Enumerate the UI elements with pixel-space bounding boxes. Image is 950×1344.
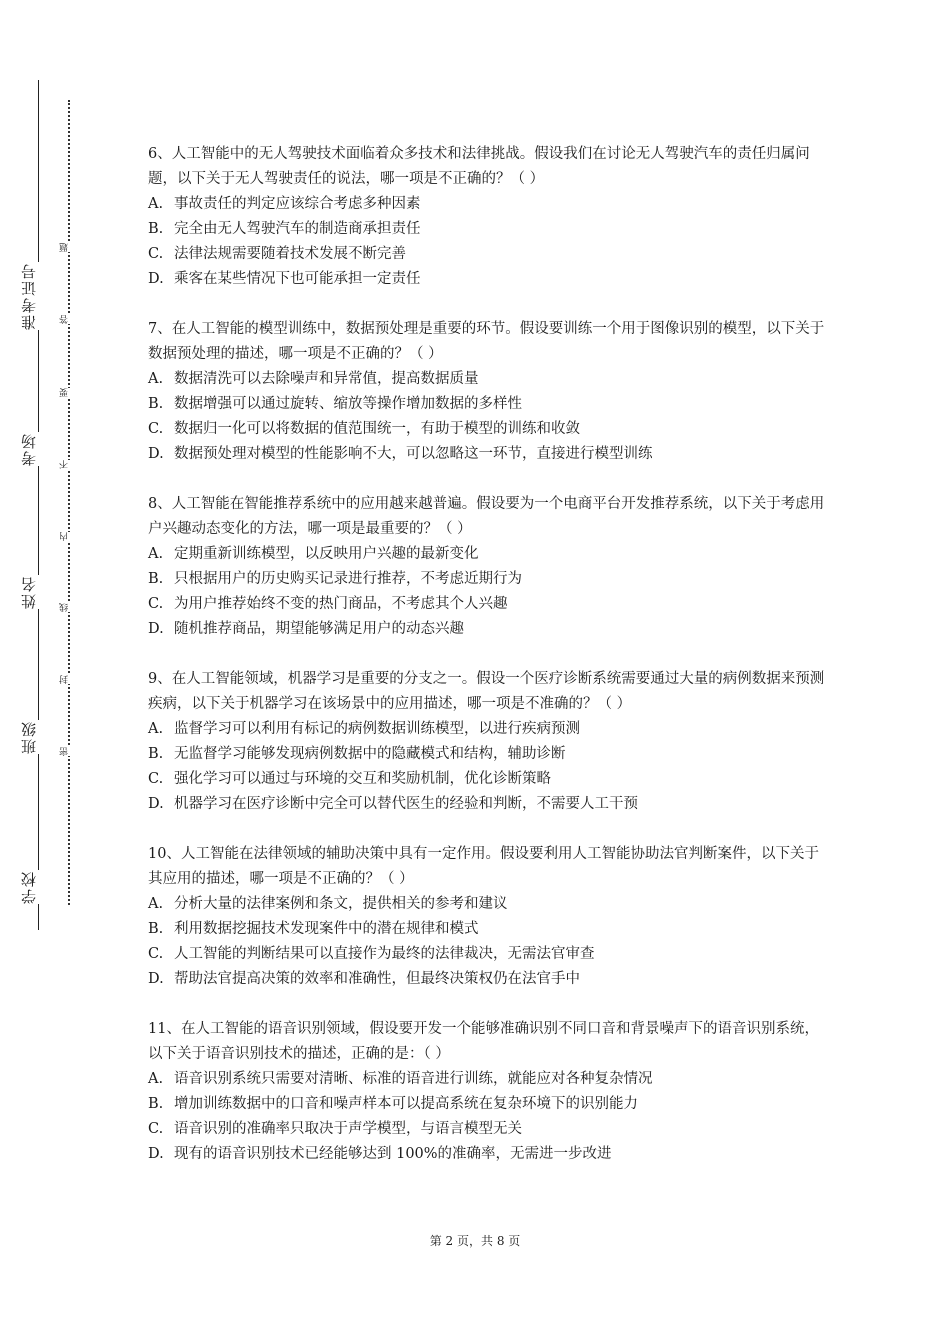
- option-a: [148, 542, 828, 567]
- option-letter: A.: [148, 546, 164, 562]
- option-c: [148, 242, 828, 267]
- field-label-school: 学校: [20, 870, 38, 904]
- option-c: [148, 942, 828, 967]
- option-text: 法律法规需要随着技术发展不断完善: [174, 246, 406, 262]
- question-8: [148, 492, 828, 642]
- option-d: [148, 1142, 828, 1167]
- option-text: 完全由无人驾驶汽车的制造商承担责任: [174, 221, 421, 237]
- option-text: 分析大量的法律案例和条文，提供相关的参考和建议: [174, 896, 508, 912]
- page-number: 第 2 页，共 8 页: [429, 1234, 521, 1248]
- option-letter: A.: [148, 721, 164, 737]
- option-letter: C.: [148, 771, 164, 787]
- option-letter: B.: [148, 921, 164, 937]
- option-b: [148, 217, 828, 242]
- seal-char: 线: [61, 603, 75, 612]
- option-a: [148, 367, 828, 392]
- option-letter: B.: [148, 571, 164, 587]
- option-text: 利用数据挖掘技术发现案件中的潜在规律和模式: [174, 921, 479, 937]
- option-a: [148, 1067, 828, 1092]
- option-text: 数据预处理对模型的性能影响不大，可以忽略这一环节，直接进行模型训练: [174, 446, 653, 462]
- option-letter: C.: [148, 421, 164, 437]
- seal-char: 封: [61, 675, 75, 684]
- seal-char: 题: [61, 243, 75, 252]
- option-text: 只根据用户的历史购买记录进行推荐，不考虑近期行为: [174, 571, 522, 587]
- seal-char: 内: [61, 532, 75, 541]
- option-letter: B.: [148, 746, 164, 762]
- option-letter: D.: [148, 971, 164, 987]
- option-letter: C.: [148, 596, 164, 612]
- question-stem: 10、人工智能在法律领域的辅助决策中具有一定作用。假设要利用人工智能协助法官判断案件，以下关于其应用的描述，哪一项是不正确的？（ ）: [148, 846, 819, 887]
- option-text: 语音识别系统只需要对清晰、标准的语音进行训练，就能应对各种复杂情况: [174, 1071, 653, 1087]
- question-stem: 7、在人工智能的模型训练中，数据预处理是重要的环节。假设要训练一个用于图像识别的模型，以下关于数据预处理的描述，哪一项是不正确的？（ ）: [148, 321, 825, 362]
- question-7: [148, 317, 828, 467]
- option-text: 语音识别的准确率只取决于声学模型，与语言模型无关: [174, 1121, 522, 1137]
- option-text: 数据清洗可以去除噪声和异常值，提高数据质量: [174, 371, 479, 387]
- option-a: [148, 717, 828, 742]
- option-text: 随机推荐商品，期望能够满足用户的动态兴趣: [174, 621, 464, 637]
- option-c: [148, 417, 828, 442]
- option-c: [148, 1117, 828, 1142]
- question-9: [148, 667, 828, 817]
- question-10: [148, 842, 828, 992]
- option-letter: B.: [148, 221, 164, 237]
- option-letter: A.: [148, 371, 164, 387]
- seal-char: 答: [61, 315, 75, 324]
- question-6: [148, 142, 828, 292]
- option-b: [148, 917, 828, 942]
- option-c: [148, 767, 828, 792]
- option-b: [148, 567, 828, 592]
- option-letter: A.: [148, 196, 164, 212]
- option-c: [148, 592, 828, 617]
- option-d: [148, 442, 828, 467]
- question-11: [148, 1017, 828, 1167]
- option-text: 机器学习在医疗诊断中完全可以替代医生的经验和判断，不需要人工干预: [174, 796, 638, 812]
- option-letter: D.: [148, 446, 164, 462]
- option-letter: D.: [148, 796, 164, 812]
- option-d: [148, 267, 828, 292]
- margin-solid-line: [38, 80, 39, 930]
- question-stem: 8、人工智能在智能推荐系统中的应用越来越普遍。假设要为一个电商平台开发推荐系统，以下关于考虑用户兴趣动态变化的方法，哪一项是最重要的？（ ）: [148, 496, 825, 537]
- option-text: 增加训练数据中的口音和噪声样本可以提高系统在复杂环境下的识别能力: [174, 1096, 638, 1112]
- option-text: 人工智能的判断结果可以直接作为最终的法律裁决，无需法官审查: [174, 946, 595, 962]
- option-text: 无监督学习能够发现病例数据中的隐藏模式和结构，辅助诊断: [174, 746, 566, 762]
- option-letter: D.: [148, 1146, 164, 1162]
- option-b: [148, 1092, 828, 1117]
- option-text: 数据增强可以通过旋转、缩放等操作增加数据的多样性: [174, 396, 522, 412]
- option-letter: B.: [148, 396, 164, 412]
- option-letter: D.: [148, 271, 164, 287]
- question-stem: 11、在人工智能的语音识别领域，假设要开发一个能够准确识别不同口音和背景噪声下的语音识别系统，以下关于语音识别技术的描述，正确的是：（ ）: [148, 1021, 819, 1062]
- question-stem: 6、人工智能中的无人驾驶技术面临着众多技术和法律挑战。假设我们在讨论无人驾驶汽车的责任归属问题，以下关于无人驾驶责任的说法，哪一项是不正确的？（ ）: [148, 146, 810, 187]
- option-text: 定期重新训练模型，以反映用户兴趣的最新变化: [174, 546, 479, 562]
- option-text: 监督学习可以利用有标记的病例数据训练模型，以进行疾病预测: [174, 721, 580, 737]
- option-letter: A.: [148, 1071, 164, 1087]
- option-text: 为用户推荐始终不变的热门商品，不考虑其个人兴趣: [174, 596, 508, 612]
- question-list: [148, 142, 828, 1192]
- option-d: [148, 967, 828, 992]
- seal-char: 密: [61, 747, 75, 756]
- option-b: [148, 742, 828, 767]
- option-letter: A.: [148, 896, 164, 912]
- option-text: 帮助法官提高决策的效率和准确性，但最终决策权仍在法官手中: [174, 971, 580, 987]
- option-letter: C.: [148, 246, 164, 262]
- option-b: [148, 392, 828, 417]
- binding-margin: [0, 0, 90, 1344]
- margin-dotted-line: [68, 100, 70, 905]
- question-stem: 9、在人工智能领域，机器学习是重要的分支之一。假设一个医疗诊断系统需要通过大量的病例数据来预测疾病，以下关于机器学习在该场景中的应用描述，哪一项是不准确的？（ ）: [148, 671, 825, 712]
- option-text: 强化学习可以通过与环境的交互和奖励机制，优化诊断策略: [174, 771, 551, 787]
- option-d: [148, 792, 828, 817]
- option-text: 现有的语音识别技术已经能够达到 100%的准确率，无需进一步改进: [174, 1146, 612, 1162]
- seal-char: 要: [61, 388, 75, 397]
- option-a: [148, 892, 828, 917]
- field-label-exam-room: 考场: [20, 432, 38, 466]
- option-letter: D.: [148, 621, 164, 637]
- seal-char: 不: [61, 460, 75, 469]
- option-text: 数据归一化可以将数据的值范围统一，有助于模型的训练和收敛: [174, 421, 580, 437]
- option-text: 事故责任的判定应该综合考虑多种因素: [174, 196, 421, 212]
- field-label-exam-number: 准考证号: [20, 262, 38, 330]
- option-letter: B.: [148, 1096, 164, 1112]
- option-d: [148, 617, 828, 642]
- field-label-class: 班级: [20, 720, 38, 754]
- option-letter: C.: [148, 1121, 164, 1137]
- option-a: [148, 192, 828, 217]
- field-label-name: 姓名: [20, 575, 38, 609]
- option-letter: C.: [148, 946, 164, 962]
- option-text: 乘客在某些情况下也可能承担一定责任: [174, 271, 421, 287]
